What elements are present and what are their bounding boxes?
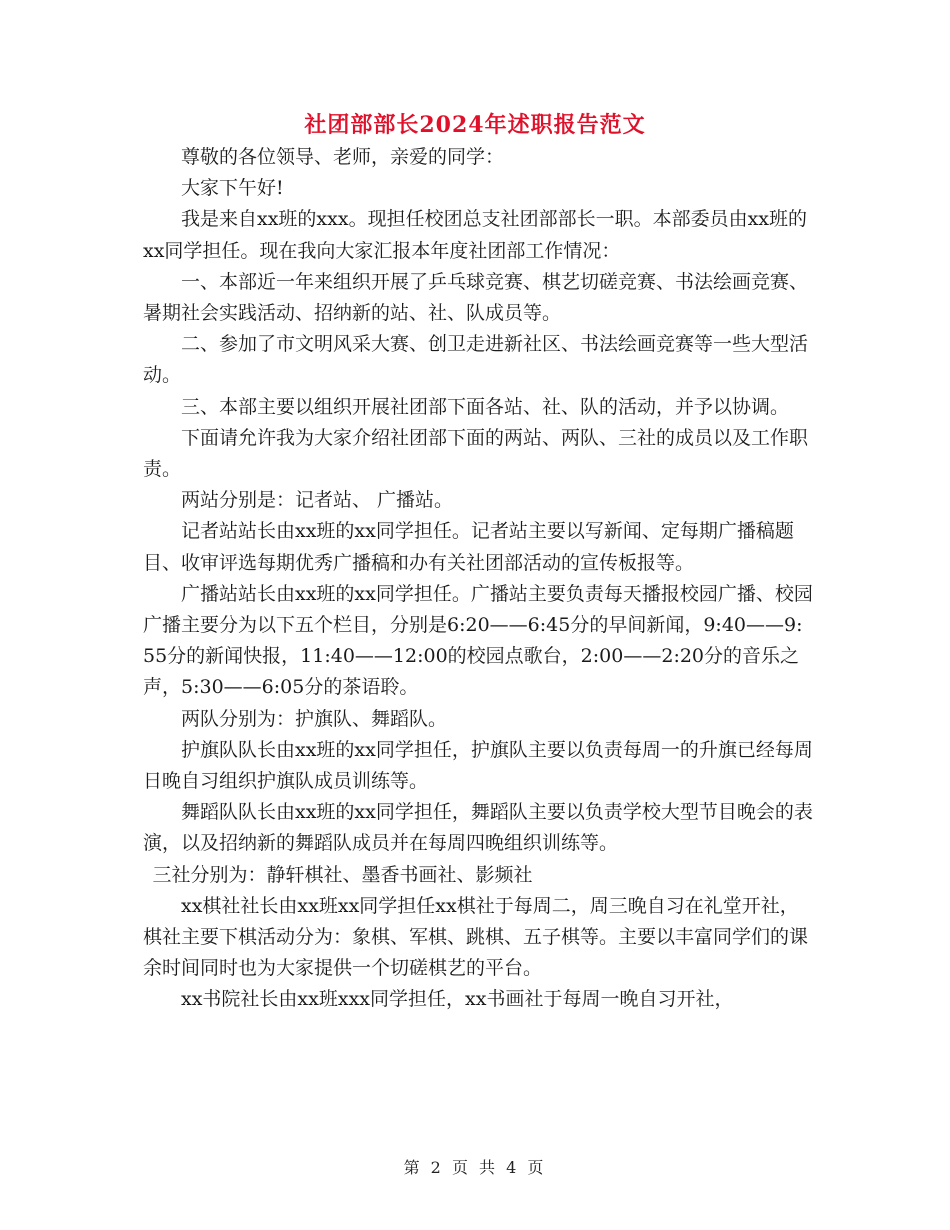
document-body (143, 142, 813, 1016)
paragraph-flag-team: 护旗队队长由xx班的xx同学担任，护旗队主要以负责每周一的升旗已经每周日晚自习组织护旗队成员训练等。 (143, 738, 813, 793)
paragraph-item-2: 二、参加了市文明风采大赛、创卫走进新社区、书法绘画竞赛等一些大型活动。 (143, 333, 809, 387)
paragraph-teams: 两队分别为：护旗队、舞蹈队。 (181, 707, 448, 730)
paragraph-salutation: 尊敬的各位领导、老师，亲爱的同学： (181, 146, 505, 168)
page-footer: 第 2 页 共 4 页 (403, 1158, 547, 1177)
paragraph-chess-club: xx棋社社长由xx班xx同学担任xx棋社于每周二，周三晚自习在礼堂开社，棋社主要下棋活动分为：象棋、军棋、跳棋、五子棋等。主要以丰富同学们的课余时间同时也为大家提供一个切磋棋艺的平台。 (143, 894, 809, 980)
paragraph-item-1: 一、本部近一年来组织开展了乒乓球竞赛、棋艺切磋竞赛、书法绘画竞赛、暑期社会实践活动、招纳新的站、社、队成员等。 (143, 270, 809, 325)
paragraph-clubs: 三社分别为：静轩棋社、墨香书画社、影频社 (152, 863, 533, 886)
paragraph-calligraphy-club: xx书院社长由xx班xxx同学担任，xx书画社于每周一晚自习开社， (181, 988, 734, 1011)
document-title: 社团部部长2024年述职报告范文 (304, 112, 646, 138)
paragraph-stations: 两站分别是：记者站、 广播站。 (181, 489, 454, 512)
paragraph-overview: 下面请允许我为大家介绍社团部下面的两站、两队、三社的成员以及工作职责。 (143, 426, 809, 481)
paragraph-intro: 我是来自xx班的xxx。现担任校团总支社团部部长一职。本部委员由xx班的xx同学担任。现在我向大家汇报本年度社团部工作情况： (143, 208, 808, 262)
paragraph-broadcast-station: 广播站站长由xx班的xx同学担任。广播站主要负责每天播报校园广播、校园广播主要分为以下五个栏目，分别是6:20——6:45分的早间新闻，9:40——9:55分的新闻快报，11:40——12:00的校园点歌台，2:00——2:20分的音乐之声，5:30——6:05分的茶语聆。 (143, 582, 813, 699)
paragraph-dance-team: 舞蹈队队长由xx班的xx同学担任，舞蹈队主要以负责学校大型节目晚会的表演，以及招纳新的舞蹈队成员并在每周四晚组织训练等。 (143, 801, 813, 855)
paragraph-reporter-station: 记者站站长由xx班的xx同学担任。记者站主要以写新闻、定每期广播稿题目、收审评选每期优秀广播稿和办有关社团部活动的宣传板报等。 (143, 520, 794, 574)
paragraph-greeting: 大家下午好! (181, 177, 284, 200)
paragraph-item-3: 三、本部主要以组织开展社团部下面各站、社、队的活动，并予以协调。 (181, 395, 790, 418)
